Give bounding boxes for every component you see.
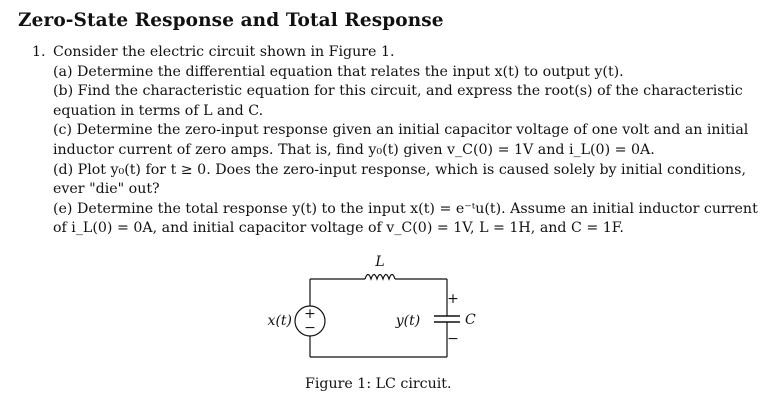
lc-circuit-diagram <box>250 255 480 370</box>
problem-intro: Consider the electric circuit shown in Figure 1. <box>53 44 395 60</box>
inductor-coil <box>365 275 395 280</box>
part-c-line-1: (c) Determine the zero-input response given an initial capacitor voltage of one volt and an initial <box>53 122 749 139</box>
part-e-line-1: (e) Determine the total response y(t) to the input x(t) = e⁻ᵗu(t). Assume an initial inductor current <box>53 200 758 217</box>
problem-number: 1. <box>32 44 46 60</box>
part-c-line-2: inductor current of zero amps. That is, find y₀(t) given v_C(0) = 1V and i_L(0) = 0A. <box>53 141 655 158</box>
source-label: x(t) <box>267 313 292 329</box>
source-minus-sign: − <box>304 320 316 336</box>
part-e-line-2: of i_L(0) = 0A, and initial capacitor voltage of v_C(0) = 1V, L = 1H, and C = 1F. <box>53 220 624 237</box>
source-plus-sign: + <box>304 306 316 322</box>
part-b-line-2: equation in terms of L and C. <box>53 102 264 119</box>
capacitor-label: C <box>465 312 476 328</box>
output-minus-sign: − <box>447 331 459 347</box>
part-a: (a) Determine the differential equation that relates the input x(t) to output y(t). <box>53 63 624 80</box>
output-plus-sign: + <box>447 291 459 307</box>
part-b-line-1: (b) Find the characteristic equation for this circuit, and express the root(s) of the characteristic <box>53 83 743 100</box>
output-label: y(t) <box>395 313 421 329</box>
section-title: Zero-State Response and Total Response <box>18 10 444 31</box>
part-d-line-1: (d) Plot y₀(t) for t ≥ 0. Does the zero-input response, which is caused solely by initial conditions, <box>53 161 746 178</box>
figure-caption: Figure 1: LC circuit. <box>305 376 452 392</box>
part-d-line-2: ever "die" out? <box>53 181 160 198</box>
problem-line-1 <box>32 43 747 63</box>
problem-1 <box>32 43 758 239</box>
inductor-label: L <box>375 255 385 270</box>
